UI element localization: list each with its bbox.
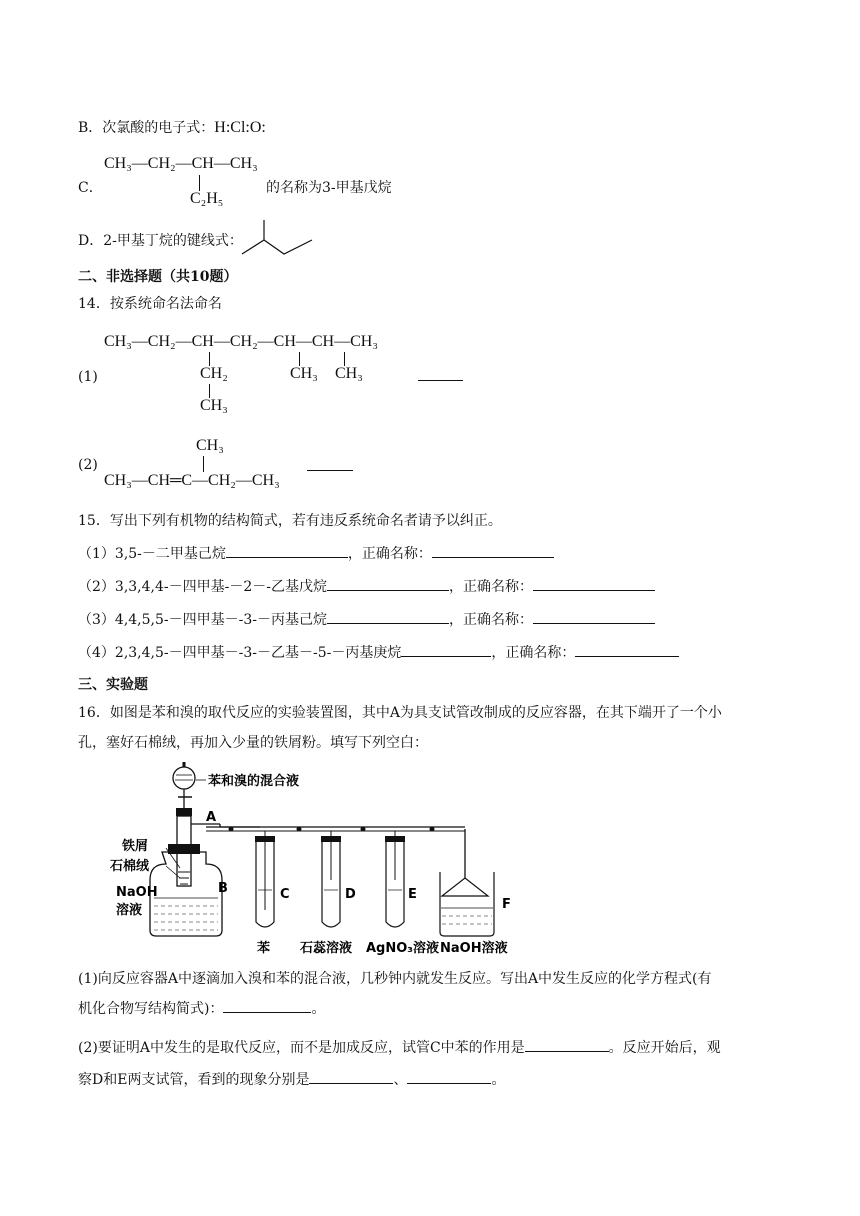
q15-3-correct-label: ，正确名称： <box>449 612 533 628</box>
q16-2-line-1-tail: 。反应开始后，观 <box>608 1040 721 1056</box>
q15-4-structure-blank[interactable] <box>401 642 491 657</box>
label-e: E <box>408 887 417 902</box>
q16-1-line-1: (1)向反应容器A中逐滴加入溴和苯的混合液，几秒钟内就发生反应。写出A中发生反应的化学方程式(有 <box>78 971 712 987</box>
label-d: D <box>345 887 356 902</box>
label-a: A <box>206 810 217 825</box>
option-c-suffix: 的名称为3-甲基戊烷 <box>266 180 392 196</box>
q15-4-correct-label: ，正确名称： <box>491 645 576 661</box>
option-c-formula-main: CH₃—CH₂—CH—CH₃ <box>104 155 258 172</box>
q15-item-2 <box>78 576 655 596</box>
q15-3-structure-blank[interactable] <box>327 609 449 624</box>
label-c: C <box>280 887 290 902</box>
q16-1-end: 。 <box>311 1001 326 1017</box>
label-naoh: NaOH <box>116 885 158 900</box>
q14-1-branch-methyl-2: CH₃ <box>335 365 363 382</box>
label-f: F <box>502 897 511 912</box>
q14-1-branch-ch2: CH₂ <box>200 365 228 382</box>
q15-item-3-text: （3）4,4,5,5-－四甲基－-3-－丙基己烷 <box>78 612 327 628</box>
inverted-funnel <box>442 878 488 896</box>
label-agno3: AgNO₃溶液 <box>366 941 439 956</box>
label-benzene: 苯 <box>257 941 271 956</box>
q15-2-correct-label: ，正确名称： <box>449 579 533 595</box>
q15-stem: 15．写出下列有机物的结构简式，若有违反系统命名者请予以纠正。 <box>78 513 502 529</box>
q14-2-main-chain: CH₃—CH═C—CH₂—CH₃ <box>104 472 280 489</box>
q16-stem-line-2: 孔，塞好石棉绒，再加入少量的铁屑粉。填写下列空白： <box>78 735 428 751</box>
q14-1-branch-methyl-1: CH₃ <box>290 365 318 382</box>
q14-2-bond <box>203 456 204 472</box>
label-naoh-solution: NaOH溶液 <box>440 941 508 956</box>
q16-stem-line-1: 16．如图是苯和溴的取代反应的实验装置图，其中A为具支试管改制成的反应容器，在其下端开了一个小 <box>78 705 722 721</box>
section-3-heading: 三、实验题 <box>78 677 148 693</box>
q16-2-d-observation-blank[interactable] <box>309 1069 393 1084</box>
q15-3-correct-blank[interactable] <box>533 609 655 624</box>
q15-2-correct-blank[interactable] <box>533 576 655 591</box>
funnel-bulb <box>173 767 195 789</box>
option-c-label: C． <box>78 180 103 196</box>
q15-item-2-text: （2）3,3,4,4-－四甲基-－2－-乙基戊烷 <box>78 579 327 595</box>
q15-1-structure-blank[interactable] <box>226 543 348 558</box>
beaker-f <box>440 872 494 936</box>
q15-item-4-text: （4）2,3,4,5-－四甲基－-3-－乙基－-5-－丙基庚烷 <box>78 645 402 661</box>
q15-2-structure-blank[interactable] <box>327 576 449 591</box>
label-solution: 溶液 <box>116 903 143 918</box>
option-c-bond <box>199 175 200 191</box>
q14-1-bond-3 <box>299 352 300 366</box>
q16-2-e-observation-blank[interactable] <box>407 1069 491 1084</box>
q16-1-line-2 <box>78 998 325 1018</box>
hypochlorous-electron-formula: H:Cl:O: <box>214 119 266 136</box>
q16-2-separator: 、 <box>393 1072 408 1088</box>
q14-1-branch-ch3: CH₃ <box>200 397 228 414</box>
q14-1-bond-1 <box>209 352 210 366</box>
q14-1-bond-4 <box>344 352 345 366</box>
label-mixture: 苯和溴的混合液 <box>208 774 300 789</box>
skeletal-formula-2-methylbutane <box>240 218 320 258</box>
q14-1-main-chain: CH₃—CH₂—CH—CH₂—CH—CH—CH₃ <box>104 333 378 350</box>
q14-2-top-methyl: CH₃ <box>196 437 224 454</box>
q15-4-correct-blank[interactable] <box>575 642 679 657</box>
option-b <box>78 117 266 137</box>
option-d-text: D．2-甲基丁烷的键线式： <box>78 233 243 249</box>
q16-2-benzene-role-blank[interactable] <box>525 1037 609 1052</box>
q16-2-end: 。 <box>491 1072 506 1088</box>
q16-2-line-1-text: (2)要证明A中发生的是取代反应，而不是加成反应，试管C中苯的作用是 <box>78 1040 525 1056</box>
q15-item-4 <box>78 642 679 662</box>
q15-item-1-text: （1）3,5-－二甲基己烷 <box>78 546 226 562</box>
q14-2-label: (2) <box>78 457 98 473</box>
apparatus-diagram <box>110 760 520 960</box>
option-c-formula-branch: C₂H₅ <box>190 190 224 207</box>
q15-1-correct-label: ，正确名称： <box>347 546 432 562</box>
label-asbestos: 石棉绒 <box>110 859 150 874</box>
q14-2-answer-blank[interactable] <box>307 456 353 471</box>
q14-stem: 14．按系统命名法命名 <box>78 296 222 312</box>
q16-2-line-2-text: 察D和E两支试管，看到的现象分别是 <box>78 1072 310 1088</box>
section-2-heading: 二、非选择题（共10题） <box>78 269 238 285</box>
q15-item-1 <box>78 543 554 563</box>
q16-2-line-1 <box>78 1037 721 1057</box>
q16-1-answer-blank[interactable] <box>223 998 311 1013</box>
label-b: B <box>218 881 228 896</box>
q14-1-answer-blank[interactable] <box>418 366 463 381</box>
option-b-text: B．次氯酸的电子式： <box>78 120 215 136</box>
q15-1-correct-blank[interactable] <box>432 543 554 558</box>
q16-1-line-2-text: 机化合物写结构简式)： <box>78 1001 224 1017</box>
label-iron: 铁屑 <box>122 839 149 854</box>
q14-1-bond-2 <box>209 384 210 398</box>
label-litmus: 石蕊溶液 <box>300 941 353 956</box>
q14-1-label: (1) <box>78 369 98 385</box>
bottle-b <box>150 852 222 936</box>
q15-item-3 <box>78 609 655 629</box>
q16-2-line-2 <box>78 1069 505 1089</box>
